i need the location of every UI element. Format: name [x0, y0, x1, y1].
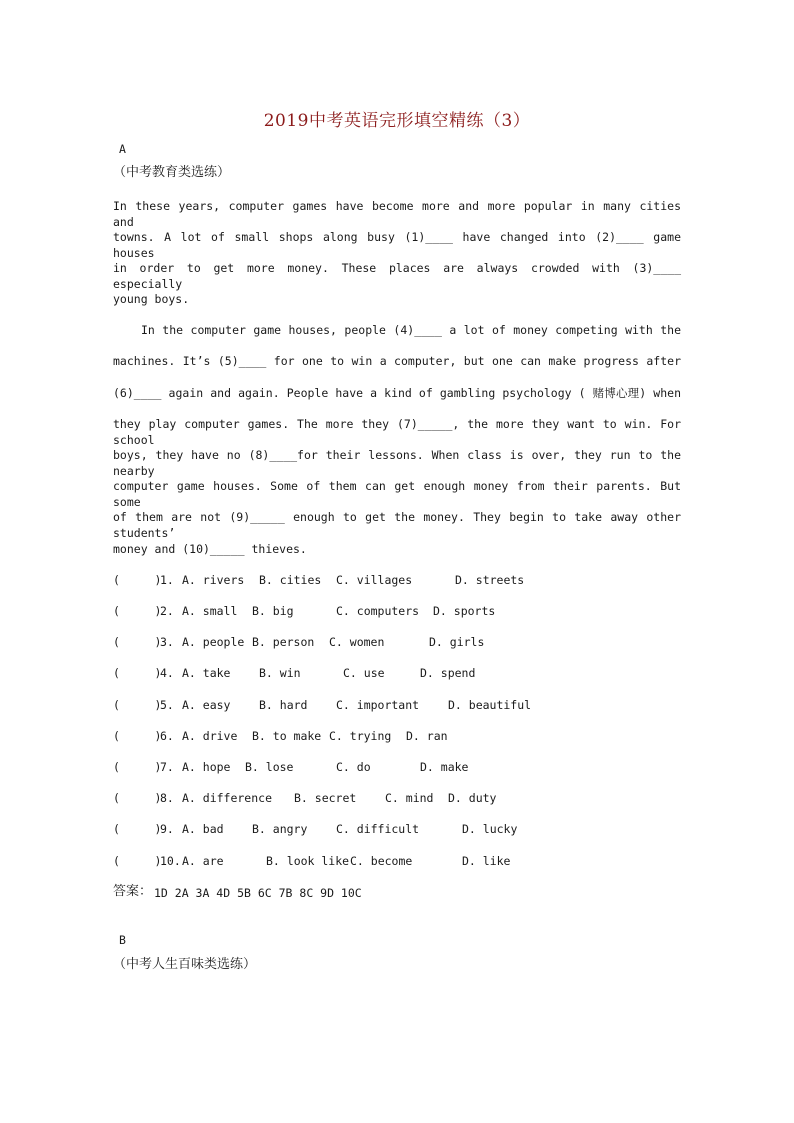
option-a: A. rivers — [182, 573, 245, 587]
option-d: D. like — [462, 854, 511, 868]
option-c: C. villages — [336, 573, 413, 587]
p1-line-4: young boys. — [113, 292, 190, 306]
section-a-letter: A — [119, 142, 126, 156]
answer-bracket[interactable]: ( ) — [113, 822, 162, 836]
option-b: B. big — [252, 604, 294, 618]
question-number: 4. — [160, 666, 174, 680]
option-b: B. person — [252, 635, 315, 649]
option-c: C. do — [336, 760, 371, 774]
option-c: C. important — [336, 698, 420, 712]
question-number: 9. — [160, 822, 174, 836]
option-b: B. hard — [259, 698, 308, 712]
option-b: B. lose — [245, 760, 294, 774]
answer-bracket[interactable]: ( ) — [113, 573, 162, 587]
question-number: 8. — [160, 791, 174, 805]
option-a: A. people — [182, 635, 245, 649]
option-d: D. make — [420, 760, 469, 774]
p1-line-3: in order to get more money. These places are always crowded with (3)____ especially — [113, 261, 681, 291]
question-number: 2. — [160, 604, 174, 618]
answer-label: 答案： — [113, 884, 153, 899]
option-d: D. duty — [448, 791, 497, 805]
option-d: D. girls — [429, 635, 485, 649]
option-c: C. computers — [336, 604, 420, 618]
answer-bracket[interactable]: ( ) — [113, 760, 162, 774]
p2-line-7: of them are not (9)_____ enough to get the money. They begin to take away other students’ — [113, 510, 681, 540]
question-number: 3. — [160, 635, 174, 649]
option-a: A. are — [182, 854, 224, 868]
answer-bracket[interactable]: ( ) — [113, 604, 162, 618]
option-b: B. look like — [266, 854, 350, 868]
option-a: A. hope — [182, 760, 231, 774]
option-d: D. spend — [420, 666, 476, 680]
section-b-letter: B — [119, 933, 126, 947]
option-a: A. bad — [182, 822, 224, 836]
p2-line-5: boys, they have no (8)____for their lessons. When class is over, they run to the nearby — [113, 448, 681, 478]
p2-line-4: they play computer games. The more they (7)_____, the more they want to win. For school — [113, 417, 681, 447]
p2-line-2: machines. It’s (5)____ for one to win a computer, but one can make progress after — [113, 354, 681, 368]
section-b-category: （中考人生百味类选练） — [113, 957, 257, 972]
answer-bracket[interactable]: ( ) — [113, 666, 162, 680]
question-number: 1. — [160, 573, 174, 587]
question-number: 7. — [160, 760, 174, 774]
answer-values: 1D 2A 3A 4D 5B 6C 7B 8C 9D 10C — [154, 886, 362, 900]
option-c: C. difficult — [336, 822, 420, 836]
option-c: C. trying — [329, 729, 392, 743]
option-a: A. take — [182, 666, 231, 680]
answer-bracket[interactable]: ( ) — [113, 698, 162, 712]
option-b: B. cities — [259, 573, 322, 587]
option-a: A. drive — [182, 729, 238, 743]
question-number: 10. — [160, 854, 181, 868]
question-number: 6. — [160, 729, 174, 743]
p2-line-6: computer game houses. Some of them can get enough money from their parents. But some — [113, 479, 681, 509]
question-number: 5. — [160, 698, 174, 712]
option-c: C. become — [350, 854, 413, 868]
option-d: D. streets — [455, 573, 525, 587]
option-b: B. to make — [252, 729, 322, 743]
option-c: C. women — [329, 635, 385, 649]
option-c: C. mind — [385, 791, 434, 805]
page-title: 2019中考英语完形填空精练（3） — [263, 111, 531, 131]
answer-bracket[interactable]: ( ) — [113, 635, 162, 649]
option-c: C. use — [343, 666, 385, 680]
option-a: A. easy — [182, 698, 231, 712]
p1-line-1: In these years, computer games have become more and more popular in many cities and — [113, 199, 681, 229]
option-d: D. beautiful — [448, 698, 532, 712]
p2-line-3: (6)____ again and again. People have a kind of gambling psychology ( 赌博心理) when — [113, 386, 681, 400]
answer-bracket[interactable]: ( ) — [113, 729, 162, 743]
section-a-category: （中考教育类选练） — [113, 165, 231, 180]
option-b: B. win — [259, 666, 301, 680]
option-d: D. sports — [433, 604, 496, 618]
option-b: B. secret — [294, 791, 357, 805]
answer-bracket[interactable]: ( ) — [113, 791, 162, 805]
p2-line-8: money and (10)_____ thieves. — [113, 542, 307, 556]
answer-bracket[interactable]: ( ) — [113, 854, 162, 868]
option-d: D. lucky — [462, 822, 518, 836]
p2-line-1: In the computer game houses, people (4)____ a lot of money competing with the — [141, 323, 681, 337]
option-a: A. small — [182, 604, 238, 618]
option-d: D. ran — [406, 729, 448, 743]
p1-line-2: towns. A lot of small shops along busy (1)____ have changed into (2)____ game houses — [113, 230, 681, 260]
option-b: B. angry — [252, 822, 308, 836]
option-a: A. difference — [182, 791, 273, 805]
